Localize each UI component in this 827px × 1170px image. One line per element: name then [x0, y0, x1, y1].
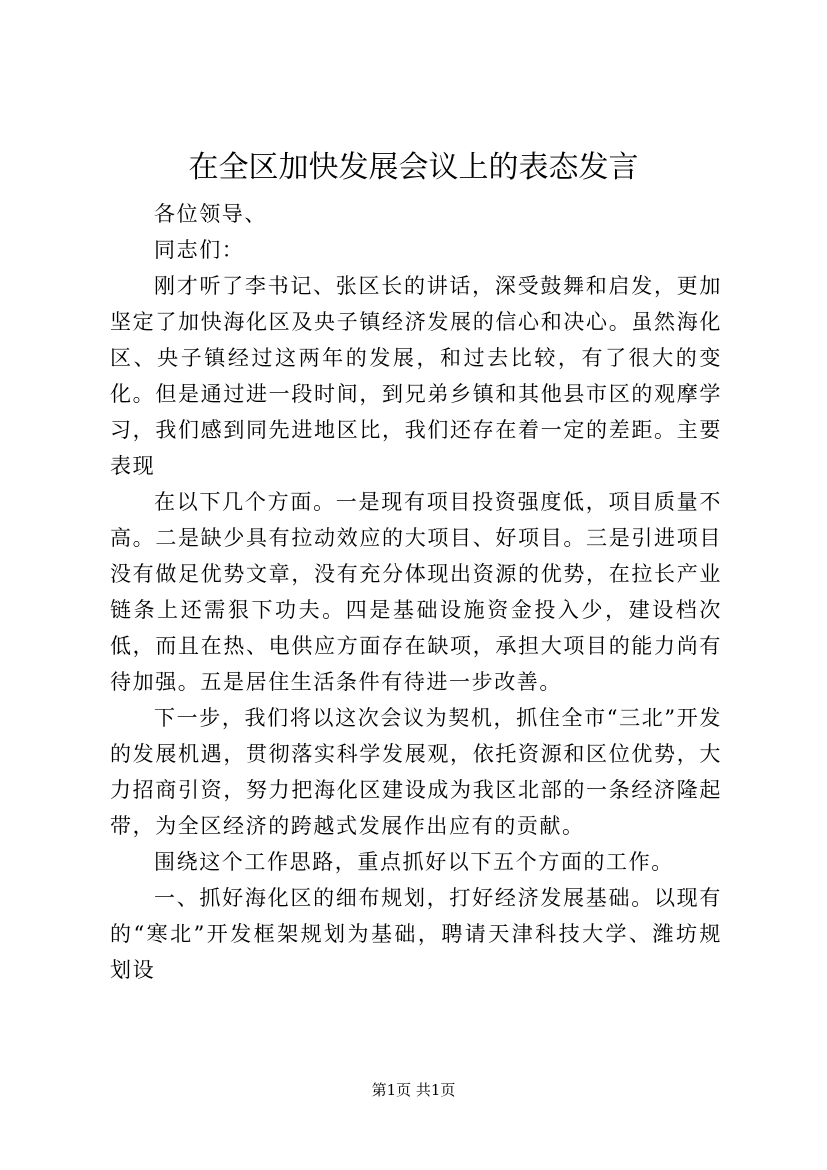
greeting-line-1: 各位领导、 [154, 202, 267, 226]
paragraph-4: 围绕这个工作思路，重点抓好以下五个方面的工作。 [154, 850, 674, 874]
document-body [110, 196, 722, 988]
paragraph-5: 一、抓好海化区的细布规划，打好经济发展基础。以现有的“寒北”开发框架规划为基础，聘请天津科技大学、潍坊规划设 [110, 886, 722, 982]
paragraph-2: 在以下几个方面。一是现有项目投资强度低，项目质量不高。二是缺少具有拉动效应的大项目、好项目。三是引进项目没有做足优势文章，没有充分体现出资源的优势，在拉长产业链条上还需狠下功夫。四是基础设施资金投入少，建设档次低，而且在热、电供应方面存在缺项，承担大项目的能力尚有待加强。五是居住生活条件有待进一步改善。 [110, 490, 722, 694]
paragraph-3: 下一步，我们将以这次会议为契机，抓住全市“三北”开发的发展机遇，贯彻落实科学发展观，依托资源和区位优势，大力招商引资，努力把海化区建设成为我区北部的一条经济隆起带，为全区经济的跨越式发展作出应有的贡献。 [110, 706, 722, 838]
greeting-line-2: 同志们： [154, 238, 245, 262]
document-title: 在全区加快发展会议上的表态发言 [188, 150, 639, 185]
paragraph-1: 刚才听了李书记、张区长的讲话，深受鼓舞和启发，更加坚定了加快海化区及央子镇经济发展的信心和决心。虽然海化区、央子镇经过这两年的发展，和过去比较，有了很大的变化。但是通过进一段时间，到兄弟乡镇和其他县市区的观摩学习，我们感到同先进地区比，我们还存在着一定的差距。主要表现 [110, 274, 722, 478]
page-footer: 第1页 共1页 [371, 1081, 456, 1099]
